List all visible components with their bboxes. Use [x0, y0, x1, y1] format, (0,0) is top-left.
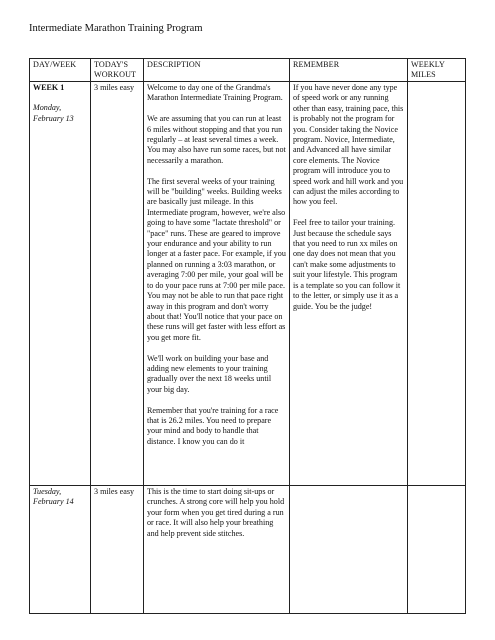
day-week-cell: [30, 82, 91, 486]
day-label: Tuesday,: [33, 487, 62, 496]
table-header-row: [30, 59, 466, 82]
remember-cell: [290, 82, 408, 486]
table-row: [30, 82, 466, 486]
date-label: February 14: [33, 497, 74, 507]
header-weekly-miles: WEEKLY MILES: [408, 59, 466, 82]
description-paragraph: The first several weeks of your training will be "building" weeks. Building weeks are basically just mileage. In this Intermediate program, however, we're also going to have some "lactate threshold" or "pace" runs. These are geared to improve your endurance and your ability to run longer at a faster pace. For example, if you planned on running a 3:03 marathon, or averaging 7:00 per mile, your goal will be to do your pace runs at 7:00 per mile pace. You may not be able to run that pace right away in this program and don't worry about that! You'll notice that your pace on these runs will get faster with less effort as you get more fit.: [147, 176, 286, 342]
header-day-week: DAY/WEEK: [30, 59, 91, 82]
description-cell: [144, 486, 290, 614]
table-row: [30, 486, 466, 614]
description-paragraph: Remember that you're training for a race that is 26.2 miles. You need to prepare your mind and body to handle that distance. I know you can do it: [147, 405, 279, 446]
training-schedule-table: [29, 58, 466, 614]
day-week-cell: [30, 486, 91, 614]
description-paragraph: This is the time to start doing sit-ups or crunches. A strong core will help you hold your form when you get tired during a run or race. It will also help your breathing and help prevent side stitches.: [147, 487, 285, 538]
weekly-miles-cell: [408, 82, 466, 486]
remember-paragraph: Feel free to tailor your training. Just because the schedule says that you need to run xx miles on one day does not mean that you can't make some adjustments to suit your lifestyle. This program is a template so you can follow it to the letter, or simply use it as a guide. You be the judge!: [293, 218, 401, 311]
workout-cell: 3 miles easy: [91, 82, 144, 486]
week-label: WEEK 1: [33, 83, 65, 92]
description-paragraph: Welcome to day one of the Grandma's Marathon Intermediate Training Program.: [147, 83, 283, 103]
description-paragraph: We'll work on building your base and adding new elements to your training gradually over the next 18 weeks until your big day.: [147, 353, 272, 394]
workout-cell: 3 miles easy: [91, 486, 144, 614]
description-cell: [144, 82, 290, 486]
document-title: Intermediate Marathon Training Program: [29, 23, 203, 34]
weekly-miles-cell: [408, 486, 466, 614]
header-description: DESCRIPTION: [144, 59, 290, 82]
date-label: February 13: [33, 113, 74, 123]
header-todays-workout: TODAY'S WORKOUT: [91, 59, 144, 82]
remember-paragraph: If you have never done any type of speed work or any running other than easy, training pace, this is probably not the program for you. Consider taking the Novice program. Novice, Intermediate, and Advanced all have similar core elements. The Novice program will introduce you to speed work and hill work and you can adjust the miles according to how you feel.: [293, 83, 404, 207]
header-remember: REMEMBER: [290, 59, 408, 82]
description-paragraph: We are assuming that you can run at least 6 miles without stopping and that you run regularly – at least several times a week. You may also have run some races, but not necessarily a marathon.: [147, 114, 286, 165]
remember-cell: [290, 486, 408, 614]
day-label: Monday,: [33, 103, 62, 113]
